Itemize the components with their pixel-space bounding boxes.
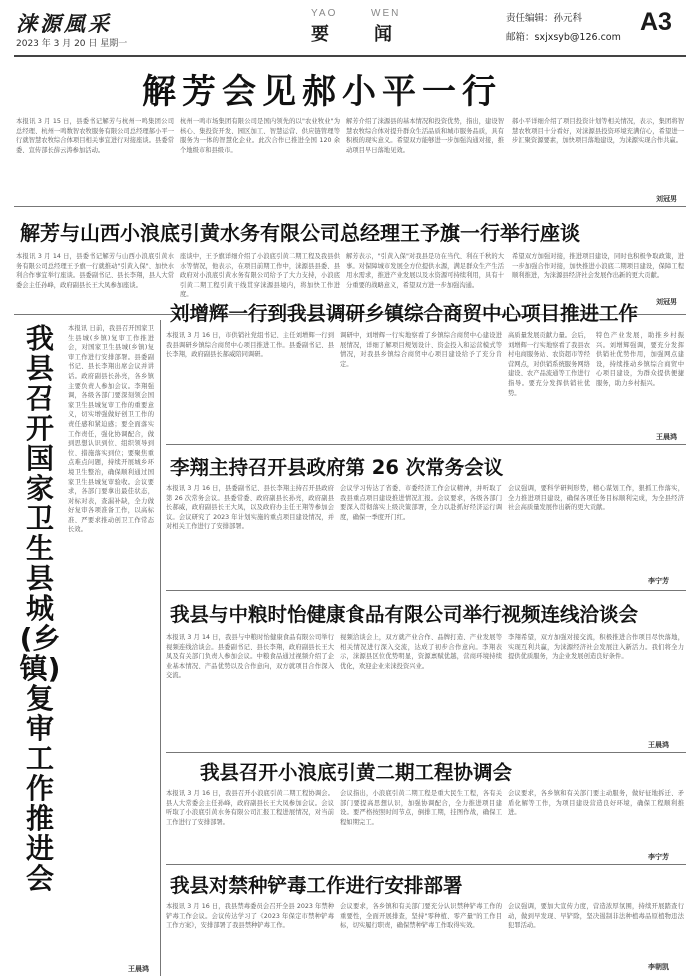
headline-article: 李翔主持召开县政府第 26 次常务会议 (170, 456, 504, 479)
article-signature: 王晨鸿 (128, 965, 149, 973)
section-pinyin-right: WEN (371, 8, 401, 19)
article-column: 本报讯 3 月 16 日，市供销社党组书记、主任刘增辉一行到我县调研乡镇综合商贸中心项目推进工作。县委副书记、县长李翔，政府副县长郝威陪同调研。 (166, 332, 334, 359)
divider (166, 752, 686, 753)
article-signature: 李宁芳 (648, 577, 669, 585)
divider (166, 864, 686, 865)
column-divider (160, 320, 161, 976)
article-column: 本报讯 3 月 14 日，县委书记解芳与山西小浪底引黄水务有限公司总经理王予旗一行就推动"引黄入保"、加快水利合作事宜举行座谈。县委副书记、县长李翔，县人大常委会主任孙峰，政府副县长王大凤参加座谈。 (16, 253, 174, 289)
article-column: 本报讯 日前，我县召开国家卫生县城(乡镇)复审工作推进会，对国家卫生县城(乡镇)复审工作进行安排部署。县委副书记、县长李翔出席会议并讲话。政府副县长孙亮，各乡镇主要负责人参加会议。李翔强调，各级各部门要深刻领会国家卫生县城复审工作的重要意义，切实增强做好创卫工作的责任感和紧迫感；要全面落实工作责任，强化协调配合，做到思想认识到位、组织领导到位、措施落实到位；要聚焦重点难点问题，持续开展城乡环境卫生整治，确保顺利通过国家卫生县城复审验收。会议要求，各部门要拿出最佳状态，对标对表，查漏补缺，全力做好复审各项准备工作，以高标准、严要求推动创卫工作常态长效。 (68, 325, 154, 534)
article-column: 本报讯 3 月 15 日，县委书记解芳与杭州一鸣集团公司总经理、杭州一鸣数智农牧服务有限公司总经理郝小平一行就智慧农牧综合体项目相关事宜进行对接座谈。县委常委、宣传部长薛云涛参加活动。 (16, 118, 174, 154)
masthead (0, 0, 700, 52)
page-number: A3 (640, 8, 672, 36)
section-pinyin-left: YAO (311, 8, 338, 19)
article-column: 调研中，刘增辉一行实地察看了乡镇综合商贸中心建设进展情况，详细了解项目规划设计、资金投入和运营模式等情况，对我县乡镇综合商贸中心项目建设给予了充分肯定。 (340, 332, 502, 368)
article-column: 解芳表示，"引黄入保"对我县是功在当代、利在千秋的大事。对保障城市发展全方位提供水源，满足群众生产生活用水需求，推进产业发展以及水资源可持续利用，具有十分重要的战略意义，希望双方进一步加强沟通。 (346, 253, 504, 289)
headline-main: 解芳会见郝小平一行 (142, 72, 502, 112)
divider (166, 590, 686, 591)
headline-article: 我县对禁种铲毒工作进行安排部署 (170, 874, 463, 897)
article-signature: 刘冠男 (656, 298, 677, 306)
article-column: 希望双方加强对接，推进项目建设，同时也积极争取政策，进一步加强合作对接，加快推进小浪底二期项目建设，保障工程顺利推进，为涞源县经济社会发展作出新的更大贡献。 (512, 253, 684, 280)
headline-article: 我县与中粮时怡健康食品有限公司举行视频连线洽谈会 (170, 603, 639, 626)
section-title-right: 闻 (374, 24, 392, 45)
article-column: 会议强调，要科学研判形势，精心谋划工作，狠抓工作落实，全力推进项目建设，确保各项任务目标顺利完成，为全县经济社会高质量发展作出新的更大贡献。 (508, 485, 684, 512)
article-column: 会议要求，各乡镇和有关部门要充分认识禁种铲毒工作的重要性，全面开展排查，坚持"零种植、零产量"的工作目标，切实履行职责，确保禁种铲毒工作取得实效。 (340, 903, 502, 930)
article-signature: 李宁芳 (648, 853, 669, 861)
article-column: 解芳介绍了涞源县的基本情况和投资优势，指出，建设智慧农牧综合体对提升群众生活品质和城市服务品质，具有积极的现实意义。希望双方能够进一步加强沟通对接，推动项目早日落地见效。 (346, 118, 504, 154)
article-column: 会议强调，要加大宣传力度，营造浓厚氛围，持续开展踏查行动，做到早发现、早铲除，坚决遏制非法种植毒品原植物违法犯罪活动。 (508, 903, 684, 930)
article-column: 杭州一鸣市场集团有限公司是国内领先的以"农业牧业"为核心、集投资开发、园区加工、智慧运营、供应链管理等服务为一体的智慧化企业。此次合作已推进全国 120 余个地级市和县级市。 (180, 118, 340, 154)
article-column: 本报讯 3 月 16 日，县委副书记、县长李翔主持召开县政府第 26 次常务会议。县委常委、政府副县长孙亮，政府副县长郝威，政府副县长王大凤，以及政府办主任王翔等参加会议。会议研究了 2023 年计划实施的重点项目建设情况，并对相关工作进行了安排部署。 (166, 485, 334, 531)
article-column: 特色产业发展，助推乡村振兴。刘增辉强调，要充分发挥供销社优势作用，加强网点建设，持续推动乡镇综合商贸中心项目建设，为群众提供便捷服务，助力乡村振兴。 (596, 332, 684, 387)
article-column: 高质量发展贡献力量。会后，刘增辉一行实地察看了我县农村电商服务站、农资超市等经营网点，对供销系统服务网络建设、农产品流通等工作进行指导。要充分发挥供销社优势。 (508, 332, 590, 397)
article-column: 本报讯 3 月 14 日，我县与中粮时怡健康食品有限公司举行视频连线洽谈会。县委副书记、县长李翔，政府副县长王大凤及有关部门负责人参加会议。中粮食品通过视频介绍了企业基本情况、产品优势以及合作意向，双方就项目合作深入交流。 (166, 634, 334, 680)
article-signature: 王晨鸿 (656, 433, 677, 441)
headline-article: 刘增辉一行到我县调研乡镇综合商贸中心项目推进工作 (170, 302, 639, 325)
article-column: 视频洽谈会上，双方就产业合作、品牌打造、产业发展等相关情况进行深入交流，达成了初步合作意向。李翔表示，涞源县区位优势明显，资源禀赋优越，营商环境持续优化，欢迎企业来涞投资兴业。 (340, 634, 502, 670)
responsible-editor: 责任编辑：孙元科 (506, 13, 583, 24)
article-column: 会议要求，各乡镇和有关部门要主动服务，做好征地拆迁、矛盾化解等工作，为项目建设营造良好环境，确保工程顺利推进。 (508, 790, 684, 817)
article-column: 本报讯 3 月 16 日，我县召开小浪底引黄二期工程协调会。县人大常委会主任孙峰，政府副县长王大凤参加会议。会议听取了小浪底引黄水务有限公司汇报工程进展情况，对当前工作进行了安排部署。 (166, 790, 334, 826)
article-column: 座谈中，王予旗详细介绍了小浪底引黄二期工程及我县供水等情况，他表示，在项目前期工作中，涞源县县委、县政府对小浪底引黄水务有限公司给予了大力支持，小浪底引黄二期工程引黄干线贯穿涞源县境内，将加快工作进度。 (180, 253, 340, 299)
editor-email: 邮箱：sxjxsyb@126.com (506, 32, 621, 43)
masthead-rule (14, 55, 686, 57)
divider (166, 444, 686, 445)
divider (14, 206, 686, 207)
article-column: 本报讯 3 月 16 日，我县禁毒委员会召开全县 2023 年禁种铲毒工作会议。会议传达学习了《2023 年保定市禁种铲毒工作方案》，安排部署了我县禁种铲毒工作。 (166, 903, 334, 930)
section-title-left: 要 (311, 24, 329, 45)
article-column: 李翔希望，双方加强对接交流，积极推进合作项目尽快落地，实现互利共赢，为涞源经济社会发展注入新活力。我们将全力提供优质服务，为企业发展创造良好条件。 (508, 634, 684, 661)
article-column: 会议学习传达了省委、市委经济工作会议精神，并听取了我县重点项目建设推进情况汇报。会议要求，各级各部门要深入贯彻落实上级决策部署，全力以赴抓好经济运行调度，确保一季度开门红。 (340, 485, 502, 521)
vertical-headline: 我县召开国家卫生县城(乡镇)复审工作推进会 (19, 322, 61, 895)
article-column: 会议指出，小浪底引黄二期工程是重大民生工程，各有关部门要提高思想认识，加强协调配合，全力推进项目建设。要严格按照时间节点，倒排工期，挂图作战，确保工程如期完工。 (340, 790, 502, 826)
article-signature: 王晨鸿 (648, 741, 669, 749)
issue-date: 2023 年 3 月 20 日 星期一 (16, 39, 128, 49)
article-column: 郝小平详细介绍了项目投资计划等相关情况，表示，集团将智慧农牧项目十分看好，对涞源县投资环境充满信心，希望进一步汇聚资源要素，加快项目落地建设，为涞源实现合作共赢。 (512, 118, 684, 145)
headline-article: 解芳与山西小浪底引黄水务有限公司总经理王予旗一行举行座谈 (20, 221, 580, 245)
newspaper-logo: 涞源風采 (16, 11, 112, 36)
headline-article: 我县召开小浪底引黄二期工程协调会 (200, 761, 513, 784)
article-signature: 李朝凯 (648, 963, 669, 971)
article-signature: 刘冠男 (656, 195, 677, 203)
